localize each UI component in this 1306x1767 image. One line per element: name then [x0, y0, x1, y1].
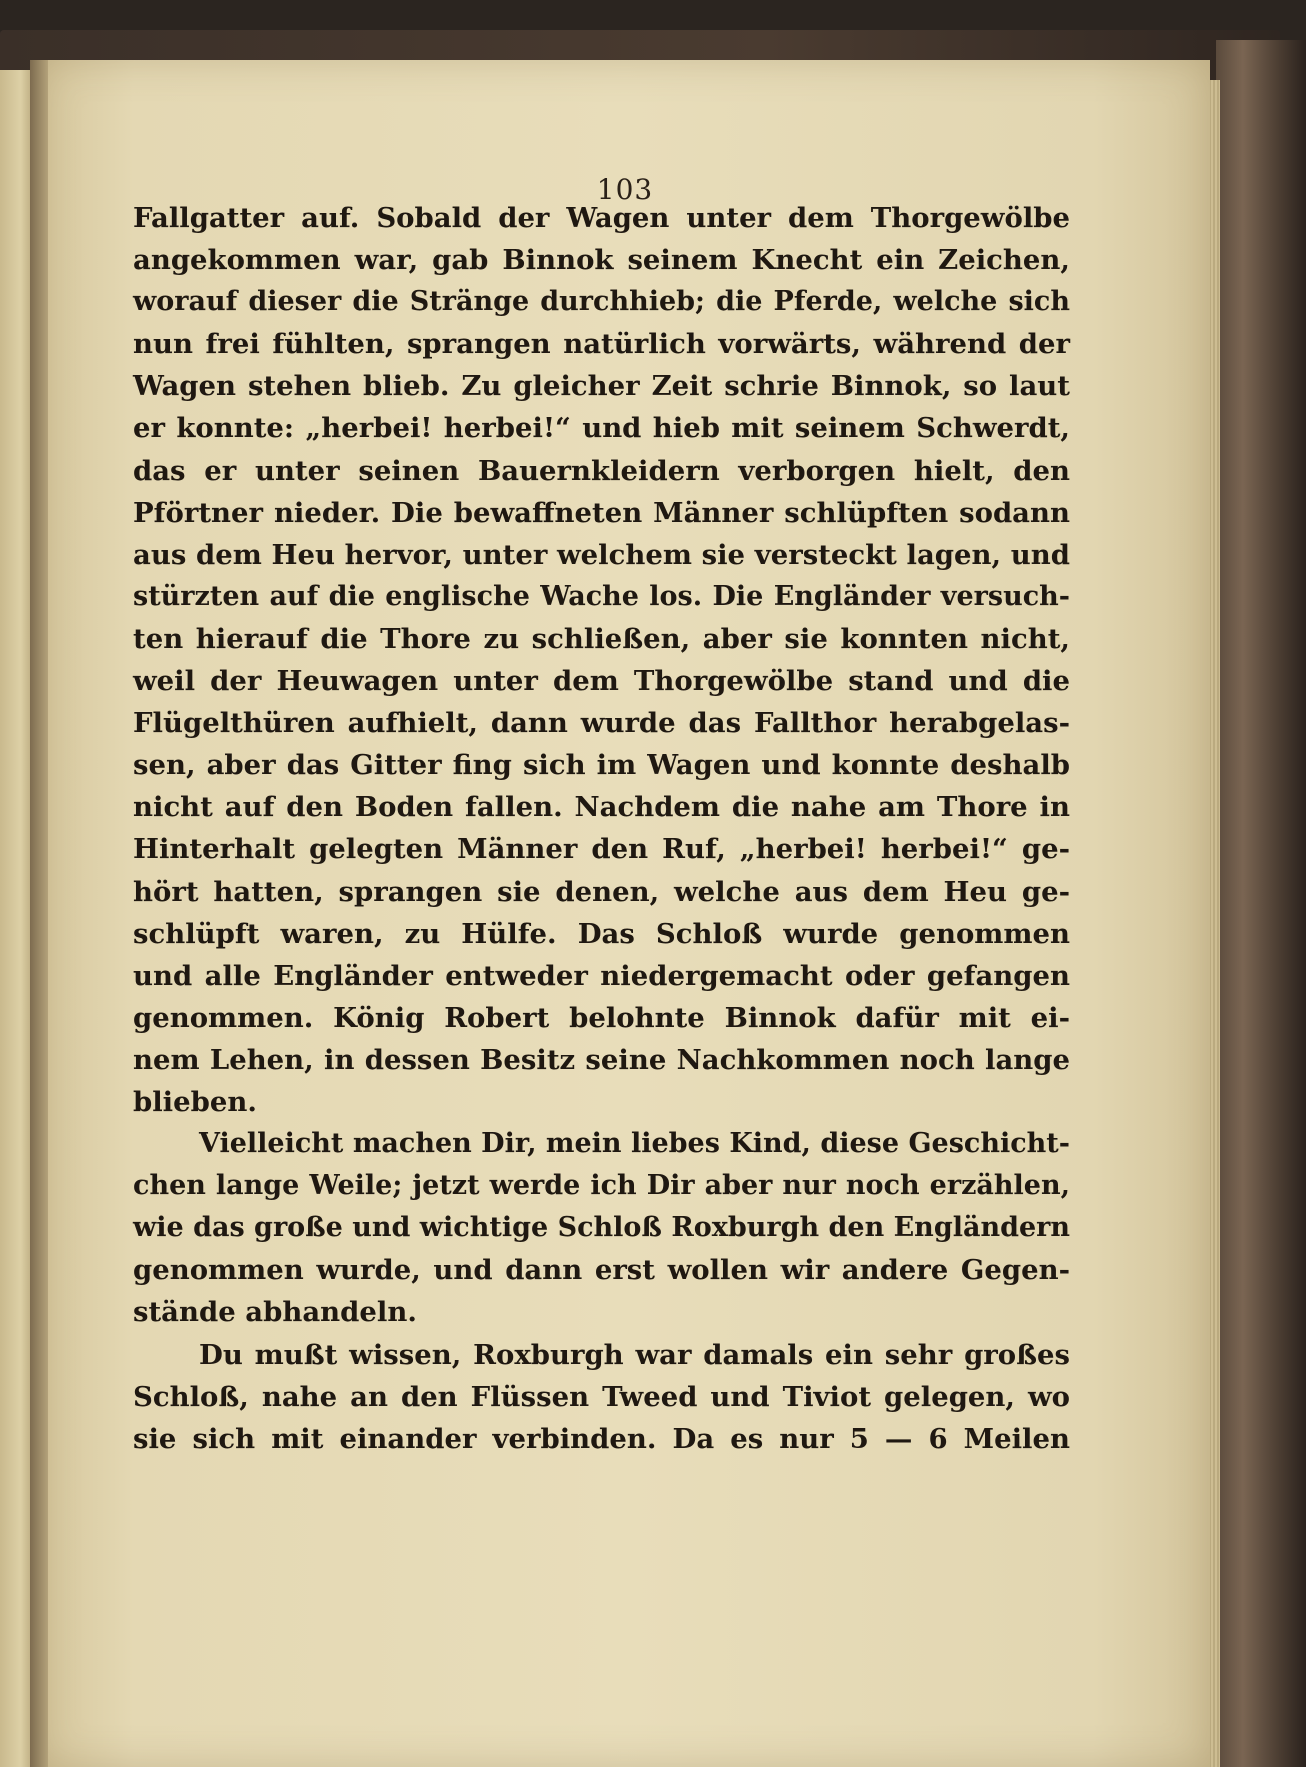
text-line: er konnte: „herbei! herbei!“ und hieb mit seinem Schwerdt, — [133, 412, 1070, 445]
text-line: Pförtner nieder. Die bewaffneten Männer schlüpften sodann — [133, 496, 1070, 529]
text-line: genommen wurde, und dann erst wollen wir andere Gegen- — [133, 1254, 1070, 1287]
text-line: Fallgatter auf. Sobald der Wagen unter dem Thorgewölbe — [133, 202, 1070, 234]
page-text — [133, 197, 1070, 1460]
text-line: hört hatten, sprangen sie denen, welche aus dem Heu ge- — [133, 875, 1070, 908]
text-line: stände abhandeln. — [133, 1296, 417, 1329]
book-page — [40, 60, 1210, 1767]
text-line: schlüpft waren, zu Hülfe. Das Schloß wurde genommen — [133, 917, 1070, 950]
text-line: chen lange Weile; jetzt werde ich Dir aber nur noch erzählen, — [133, 1170, 1070, 1202]
text-line: Du mußt wissen, Roxburgh war damals ein sehr großes — [199, 1338, 1070, 1371]
page-number: 103 — [596, 173, 654, 206]
text-line: nem Lehen, in dessen Besitz seine Nachkommen noch lange — [133, 1043, 1070, 1076]
text-line: weil der Heuwagen unter dem Thorgewölbe stand und die — [133, 665, 1070, 698]
text-line: ten hierauf die Thore zu schließen, aber sie konnten nicht, — [133, 622, 1070, 655]
book-cover-edge — [1216, 40, 1306, 1767]
text-line: aus dem Heu hervor, unter welchem sie versteckt lagen, und — [133, 538, 1070, 571]
text-line: stürzten auf die englische Wache los. Die Engländer versuch- — [133, 580, 1070, 612]
text-line: sen, aber das Gitter fing sich im Wagen und konnte deshalb — [133, 749, 1070, 782]
text-line: Flügelthüren aufhielt, dann wurde das Fallthor herabgelas- — [133, 707, 1070, 740]
text-line: genommen. König Robert belohnte Binnok dafür mit ei- — [133, 1001, 1070, 1034]
text-line: Hinterhalt gelegten Männer den Ruf, „herbei! herbei!“ ge- — [133, 833, 1070, 866]
text-line: angekommen war, gab Binnok seinem Knecht ein Zeichen, — [133, 244, 1070, 277]
text-line: nicht auf den Boden fallen. Nachdem die nahe am Thore in — [133, 791, 1070, 824]
text-line: nun frei fühlten, sprangen natürlich vorwärts, während der — [133, 328, 1070, 361]
text-line: Schloß, nahe an den Flüssen Tweed und Tiviot gelegen, wo — [133, 1380, 1070, 1413]
text-line: worauf dieser die Stränge durchhieb; die Pferde, welche sich — [133, 286, 1070, 318]
text-line: blieben. — [133, 1085, 257, 1118]
text-line: sie sich mit einander verbinden. Da es nur 5 — 6 Meilen — [133, 1422, 1070, 1455]
text-line: Vielleicht machen Dir, mein liebes Kind, diese Geschicht- — [199, 1128, 1070, 1160]
text-line: und alle Engländer entweder niedergemacht oder gefangen — [133, 959, 1070, 992]
previous-page-edge — [0, 70, 34, 1767]
text-line: Wagen stehen blieb. Zu gleicher Zeit schrie Binnok, so laut — [133, 370, 1070, 403]
text-line: wie das große und wichtige Schloß Roxburgh den Engländern — [133, 1212, 1070, 1244]
text-line: das er unter seinen Bauernkleidern verborgen hielt, den — [133, 454, 1070, 487]
book-gutter — [30, 60, 48, 1767]
